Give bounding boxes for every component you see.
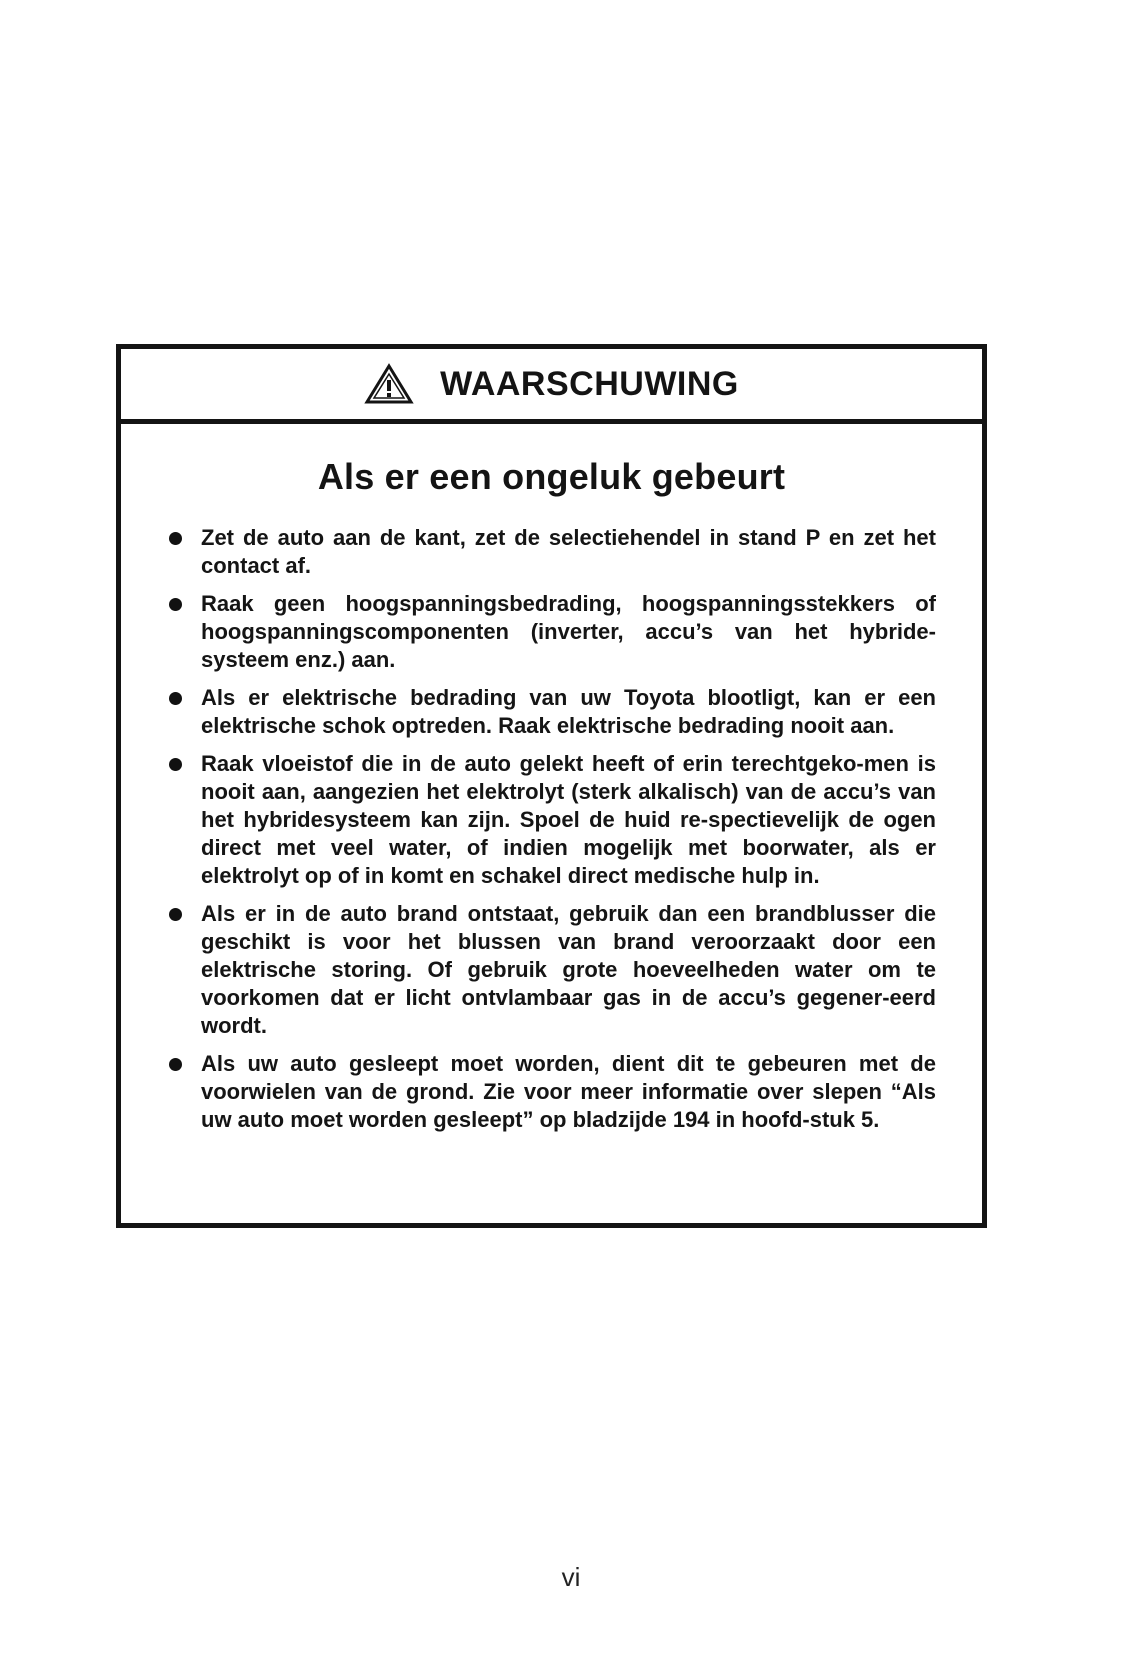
warning-triangle-icon [364, 363, 414, 405]
list-item [169, 684, 936, 740]
page-number: vi [561, 1562, 581, 1592]
bullet-icon [169, 692, 182, 705]
list-item [169, 900, 936, 1040]
warning-subtitle: Als er een ongeluk gebeurt [317, 456, 786, 497]
warning-title: WAARSCHUWING [440, 364, 739, 403]
list-item-text: Als er elektrische bedrading van uw Toyota blootligt, kan er een elektrische schok optreden. Raak elektrische bedrading nooit aan. [201, 685, 936, 738]
list-item-text: Als uw auto gesleept moet worden, dient dit te gebeuren met de voorwielen van de grond. Zie voor meer informatie over slepen “Als uw auto moet worden gesleept” op bladzijde 194 in hoofd-stuk 5. [201, 1051, 936, 1132]
list-item-text: Als er in de auto brand ontstaat, gebruik dan een brandblusser die geschikt is voor het blussen van brand veroorzaakt door een elektrische storing. Of gebruik grote hoeveelheden water om te voorkomen dat er licht ontvlambaar gas in de accu’s gegener-eerd wordt. [201, 901, 936, 1038]
list-item [169, 750, 936, 890]
list-item [169, 1050, 936, 1134]
warning-list [121, 524, 982, 1134]
bullet-icon [169, 1058, 182, 1071]
list-item-text: Zet de auto aan de kant, zet de selectiehendel in stand P en zet het contact af. [201, 525, 936, 578]
list-item [169, 524, 936, 580]
list-item-text: Raak geen hoogspanningsbedrading, hoogspanningsstekkers of hoogspanningscomponenten (inverter, accu’s van het hybride-systeem enz.) aan. [201, 591, 936, 672]
list-item-text: Raak vloeistof die in de auto gelekt heeft of erin terechtgeko-men is nooit aan, aangezien het elektrolyt (sterk alkalisch) van de accu’s van het hybridesysteem kan zijn. Spoel de huid re-spectievelijk de ogen direct met veel water, of indien mogelijk met boorwater, als er elektrolyt op of in komt en schakel direct medische hulp in. [201, 751, 936, 888]
bullet-icon [169, 598, 182, 611]
bullet-icon [169, 758, 182, 771]
bullet-icon [169, 532, 182, 545]
warning-box [116, 344, 987, 1228]
warning-header [121, 349, 982, 424]
bullet-icon [169, 908, 182, 921]
list-item [169, 590, 936, 674]
